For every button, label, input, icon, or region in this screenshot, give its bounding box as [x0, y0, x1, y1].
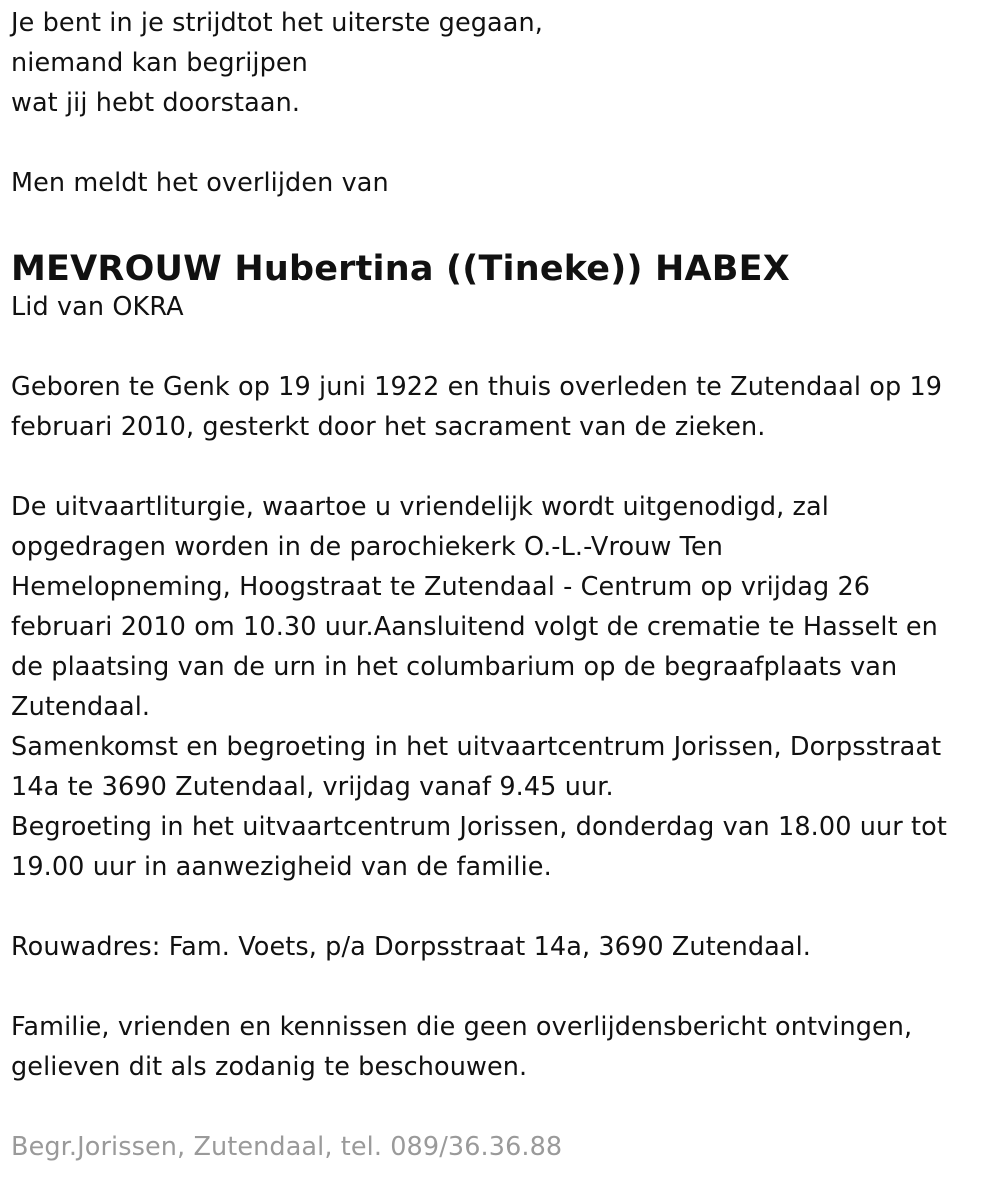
- poem-line: Je bent in je strijdtot het uiterste gegaan,: [11, 8, 543, 38]
- poem-line: niemand kan begrijpen: [11, 48, 308, 78]
- funeral-home-footer: Begr.Jorissen, Zutendaal, tel. 089/36.36.88: [11, 1132, 563, 1162]
- paragraph-line: Geboren te Genk op 19 juni 1922 en thuis overleden te Zutendaal op 19: [11, 372, 943, 402]
- birth-death-paragraph: [11, 367, 990, 447]
- spacer: [11, 887, 990, 927]
- mourning-address: Rouwadres: Fam. Voets, p/a Dorpsstraat 14a, 3690 Zutendaal.: [11, 932, 811, 962]
- paragraph-line: Zutendaal.: [11, 692, 151, 722]
- paragraph-line: Hemelopneming, Hoogstraat te Zutendaal - Centrum op vrijdag 26: [11, 572, 871, 602]
- funeral-paragraph: [11, 487, 990, 727]
- paragraph-line: De uitvaartliturgie, waartoe u vriendelijk wordt uitgenodigd, zal: [11, 492, 829, 522]
- paragraph-line: gelieven dit als zodanig te beschouwen.: [11, 1052, 528, 1082]
- paragraph-line: Samenkomst en begroeting in het uitvaartcentrum Jorissen, Dorpsstraat: [11, 732, 942, 762]
- notice-paragraph: [11, 1007, 990, 1087]
- deceased-name: MEVROUW Hubertina ((Tineke)) HABEX: [11, 249, 790, 289]
- spacer: [11, 203, 990, 243]
- spacer: [11, 123, 990, 163]
- intro-text: Men meldt het overlijden van: [11, 168, 389, 198]
- paragraph-line: opgedragen worden in de parochiekerk O.-L.-Vrouw Ten: [11, 532, 724, 562]
- poem: [11, 3, 990, 123]
- spacer: [11, 1087, 990, 1127]
- spacer: [11, 967, 990, 1007]
- poem-line: wat jij hebt doorstaan.: [11, 88, 301, 118]
- spacer: [11, 327, 990, 367]
- visitation-paragraph: [11, 807, 990, 887]
- paragraph-line: 19.00 uur in aanwezigheid van de familie.: [11, 852, 552, 882]
- paragraph-line: februari 2010, gesterkt door het sacrament van de zieken.: [11, 412, 766, 442]
- paragraph-line: Familie, vrienden en kennissen die geen overlijdensbericht ontvingen,: [11, 1012, 913, 1042]
- paragraph-line: Begroeting in het uitvaartcentrum Jorissen, donderdag van 18.00 uur tot: [11, 812, 947, 842]
- spacer: [11, 447, 990, 487]
- gathering-paragraph: [11, 727, 990, 807]
- paragraph-line: de plaatsing van de urn in het columbarium op de begraafplaats van: [11, 652, 898, 682]
- membership-text: Lid van OKRA: [11, 292, 184, 322]
- paragraph-line: 14a te 3690 Zutendaal, vrijdag vanaf 9.45 uur.: [11, 772, 614, 802]
- paragraph-line: februari 2010 om 10.30 uur.Aansluitend volgt de crematie te Hasselt en: [11, 612, 938, 642]
